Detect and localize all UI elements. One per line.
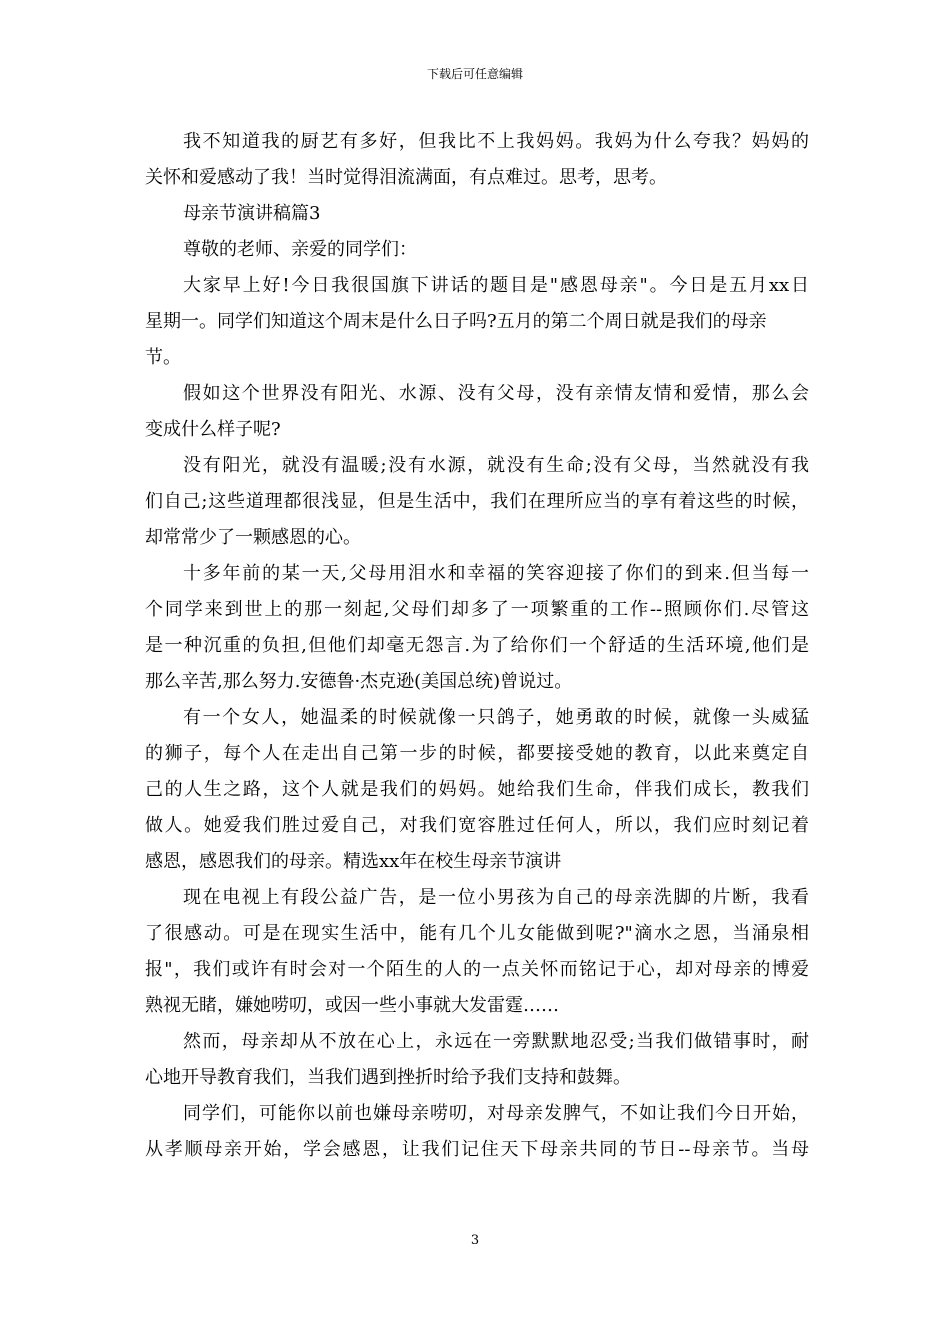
text-line: 从孝顺母亲开始，学会感恩，让我们记住天下母亲共同的节日--母亲节。当母 <box>145 1139 809 1160</box>
text-line: 变成什么样子呢? <box>145 419 281 440</box>
text-line: 十多年前的某一天,父母用泪水和幸福的笑容迎接了你们的到来.但当每一 <box>183 563 809 584</box>
page-number: 3 <box>470 1233 480 1248</box>
text-line: 现在电视上有段公益广告，是一位小男孩为自己的母亲洗脚的片断，我看 <box>183 887 809 908</box>
text-line: 却常常少了一颗感恩的心。 <box>145 527 361 548</box>
text-line: 尊敬的老师、亲爱的同学们： <box>183 239 417 260</box>
text-line: 己的人生之路，这个人就是我们的妈妈。她给我们生命，伴我们成长，教我们 <box>145 779 809 800</box>
text-line: 没有阳光，就没有温暖;没有水源，就没有生命;没有父母，当然就没有我 <box>183 455 809 476</box>
text-line: 报"，我们或许有时会对一个陌生的人的一点关怀而铭记于心，却对母亲的博爱 <box>145 959 809 980</box>
text-line: 个同学来到世上的那一刻起,父母们却多了一项繁重的工作--照顾你们.尽管这 <box>145 599 809 620</box>
text-line: 节。 <box>145 347 181 368</box>
text-line: 心地开导教育我们，当我们遇到挫折时给予我们支持和鼓舞。 <box>145 1067 631 1088</box>
text-line: 做人。她爱我们胜过爱自己，对我们宽容胜过任何人，所以，我们应时刻记着 <box>145 815 809 836</box>
text-line: 星期一。同学们知道这个周末是什么日子吗?五月的第二个周日就是我们的母亲 <box>145 311 767 332</box>
text-line: 了很感动。可是在现实生活中，能有几个儿女能做到呢?"滴水之恩，当涌泉相 <box>145 923 809 944</box>
document-body <box>145 124 809 1168</box>
text-line: 同学们，可能你以前也嫌母亲唠叨，对母亲发脾气，不如让我们今日开始， <box>183 1103 809 1124</box>
text-line: 假如这个世界没有阳光、水源、没有父母，没有亲情友情和爱情，那么会 <box>183 383 809 404</box>
text-line: 我不知道我的厨艺有多好，但我比不上我妈妈。我妈为什么夸我？妈妈的 <box>183 131 809 152</box>
text-line: 大家早上好!今日我很国旗下讲话的题目是"感恩母亲"。今日是五月xx日 <box>183 275 809 296</box>
text-line: 是一种沉重的负担,但他们却毫无怨言.为了给你们一个舒适的生活环境,他们是 <box>145 635 809 656</box>
text-line: 的狮子，每个人在走出自己第一步的时候，都要接受她的教育，以此来奠定自 <box>145 743 809 764</box>
page-header: 下载后可任意编辑 <box>426 67 523 81</box>
text-line: 母亲节演讲稿篇3 <box>183 203 321 224</box>
text-line: 熟视无睹，嫌她唠叨，或因一些小事就大发雷霆…… <box>145 995 559 1016</box>
text-line: 感恩，感恩我们的母亲。精选xx年在校生母亲节演讲 <box>145 851 562 872</box>
text-line: 们自己;这些道理都很浅显，但是生活中，我们在理所应当的享有着这些的时候， <box>145 491 809 512</box>
text-line: 有一个女人，她温柔的时候就像一只鸽子，她勇敢的时候，就像一头威猛 <box>183 707 809 728</box>
text-line: 然而，母亲却从不放在心上，永远在一旁默默地忍受;当我们做错事时，耐 <box>183 1031 809 1052</box>
text-line: 关怀和爱感动了我！当时觉得泪流满面，有点难过。思考，思考。 <box>145 167 667 188</box>
text-line: 那么辛苦,那么努力.安德鲁·杰克逊(美国总统)曾说过。 <box>145 671 573 692</box>
